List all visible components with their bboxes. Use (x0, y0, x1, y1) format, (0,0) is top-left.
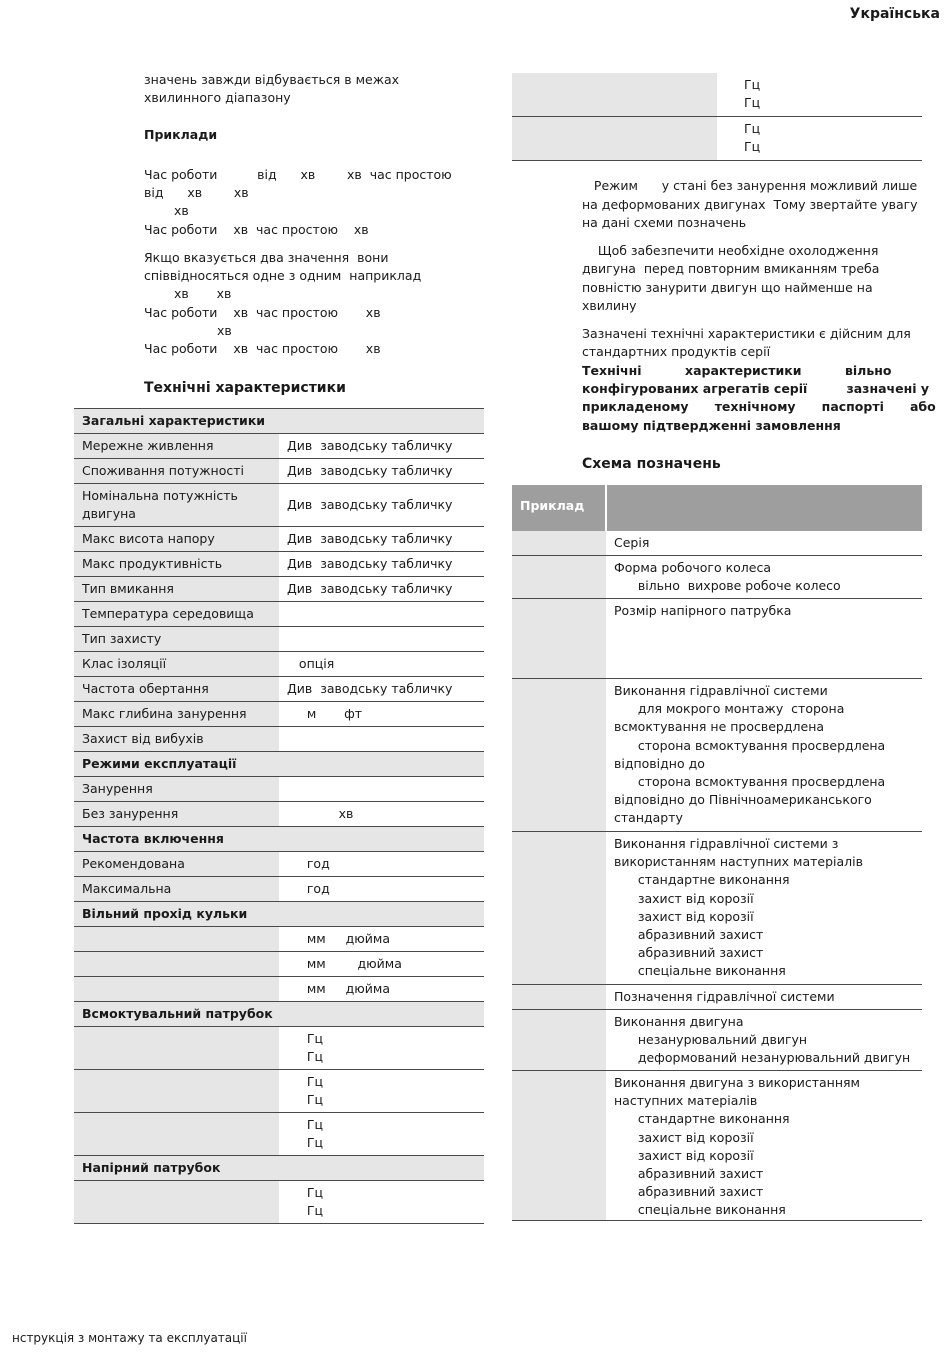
schema-header-label: Приклад (520, 498, 585, 513)
right-line: хвилину (582, 298, 637, 313)
spec-row (74, 852, 484, 877)
spec-value: опція (287, 656, 335, 671)
right-line: прикладеному технічному паспорті або (582, 399, 936, 414)
schema-row-line: вільно вихрове робоче колесо (614, 578, 841, 594)
schema-row-line: Виконання гідравлічної системи (614, 683, 828, 698)
schema-row-line: абразивний захист (614, 927, 764, 943)
spec-section-row (74, 827, 484, 852)
spec-row (74, 977, 484, 1002)
schema-table (512, 485, 922, 1221)
spec-label: Споживання потужності (82, 463, 245, 478)
spec-value: мм дюйма (287, 956, 402, 971)
frequency-value: Гц Гц (744, 121, 761, 154)
right-line: Режим у стані без занурення можливий лише (582, 178, 918, 193)
schema-row (512, 832, 922, 985)
right-line: на дані схеми позначень (582, 215, 747, 230)
left-line: Приклади (144, 127, 218, 142)
schema-row-line: відповідно до (614, 755, 705, 771)
spec-label: Захист від вибухів (82, 731, 204, 746)
schema-row-line: використанням наступних матеріалів (614, 854, 864, 870)
spec-row (74, 602, 484, 627)
spec-row (74, 1113, 484, 1156)
spec-row (74, 484, 484, 527)
spec-label: Макс продуктивність (82, 556, 223, 571)
schema-row-line: стандартне виконання (614, 872, 790, 888)
left-heading: Технічні характеристики (144, 380, 346, 396)
spec-value: мм дюйма (287, 931, 390, 946)
spec-value: Гц Гц (306, 1031, 323, 1064)
spec-row (74, 877, 484, 902)
spec-section-title: Частота включення (82, 831, 224, 846)
spec-label: Занурення (82, 781, 153, 796)
left-line: Час роботи від хв хв час простою (144, 167, 452, 182)
spec-row (74, 652, 484, 677)
spec-section-title: Напірний патрубок (82, 1160, 221, 1175)
schema-row-line: стандартне виконання (614, 1111, 790, 1127)
frequency-row (512, 117, 922, 161)
left-line: значень завжди відбувається в межах (144, 72, 400, 87)
schema-row (512, 1071, 922, 1221)
schema-row-line: спеціальне виконання (614, 963, 786, 979)
schema-row-line: Серія (614, 535, 650, 550)
schema-row-line: спеціальне виконання (614, 1202, 786, 1218)
schema-row-line: сторона всмоктування просвердлена (614, 774, 886, 790)
spec-label: Клас ізоляції (82, 656, 167, 671)
schema-row-line: абразивний захист (614, 945, 764, 961)
left-line: Час роботи хв час простою хв (144, 222, 369, 237)
spec-value: год (287, 881, 330, 896)
right-line: конфігурованих агрегатів серії зазначені у (582, 381, 929, 396)
left-line: співвідносяться одне з одним наприклад (144, 268, 422, 283)
spec-section-row (74, 1002, 484, 1027)
spec-value: хв (287, 806, 354, 821)
right-line: стандартних продуктів серії (582, 344, 771, 359)
schema-row-line: Виконання двигуна (614, 1014, 744, 1029)
spec-label: Температура середовища (82, 606, 254, 621)
schema-row-line: Розмір напірного патрубка (614, 603, 792, 618)
spec-table (74, 408, 484, 1224)
schema-row-line: для мокрого монтажу сторона (614, 701, 845, 717)
left-line: хв (217, 323, 232, 338)
spec-label: Максимальна (82, 881, 172, 896)
spec-row (74, 927, 484, 952)
schema-row-line: стандарту (614, 810, 683, 826)
spec-label: Частота обертання (82, 681, 209, 696)
spec-value: Див заводську табличку (287, 463, 453, 478)
left-line: від хв хв (144, 185, 249, 200)
spec-section-title: Всмоктувальний патрубок (82, 1006, 273, 1021)
spec-row (74, 702, 484, 727)
schema-row-line: відповідно до Північноамериканського (614, 792, 872, 808)
spec-section-title: Загальні характеристики (82, 413, 266, 428)
language-label: Українська (849, 6, 940, 22)
spec-value: Див заводську табличку (287, 531, 453, 546)
right-heading: Схема позначень (582, 456, 721, 472)
spec-value: Див заводську табличку (287, 556, 453, 571)
right-line: Технічні характеристики вільно (582, 363, 892, 378)
spec-label: Мережне живлення (82, 438, 214, 453)
spec-value: Див заводську табличку (287, 581, 453, 596)
spec-label: Номінальна потужність двигуна (82, 488, 238, 521)
left-line: Час роботи хв час простою хв (144, 341, 381, 356)
schema-row-line: захист від корозії (614, 1147, 754, 1163)
spec-row (74, 552, 484, 577)
right-line: на деформованих двигунах Тому звертайте увагу (582, 197, 918, 212)
left-line: хвилинного діапазону (144, 90, 291, 105)
spec-value: мм дюйма (287, 981, 390, 996)
schema-row-line: сторона всмоктування просвердлена (614, 737, 886, 753)
schema-row (512, 985, 922, 1010)
schema-row-line: абразивний захист (614, 1166, 764, 1182)
frequency-table (512, 73, 922, 161)
right-line: вашому підтвердженні замовлення (582, 418, 841, 433)
spec-row (74, 434, 484, 459)
spec-value: м фт (287, 706, 363, 721)
left-line: Якщо вказується два значення вони (144, 250, 389, 265)
spec-section-title: Вільний прохід кульки (82, 906, 248, 921)
spec-section-row (74, 902, 484, 927)
schema-row-line: наступних матеріалів (614, 1093, 758, 1109)
schema-row-line: незанурювальний двигун (614, 1032, 808, 1048)
spec-row (74, 577, 484, 602)
left-line: хв (174, 203, 189, 218)
spec-value: Гц Гц (306, 1074, 323, 1107)
frequency-value: Гц Гц (744, 77, 761, 110)
schema-table-header (512, 485, 922, 531)
spec-row (74, 677, 484, 702)
spec-label: Макс глибина занурення (82, 706, 247, 721)
schema-row-line: Виконання двигуна з використанням (614, 1075, 860, 1090)
schema-row (512, 1010, 922, 1071)
right-line: повністю занурити двигун що найменше на (582, 280, 873, 295)
spec-row (74, 627, 484, 652)
spec-row (74, 777, 484, 802)
spec-row (74, 459, 484, 484)
right-line: двигуна перед повторним вмиканням треба (582, 261, 880, 276)
schema-row-line: деформований незанурювальний двигун (614, 1050, 911, 1066)
schema-row-line: Позначення гідравлічної системи (614, 989, 835, 1004)
spec-label: Рекомендована (82, 856, 185, 871)
spec-section-row (74, 1156, 484, 1181)
spec-value: Див заводську табличку (287, 497, 453, 512)
schema-row-line: захист від корозії (614, 890, 754, 906)
spec-value: Гц Гц (306, 1185, 323, 1218)
spec-label: Макс висота напору (82, 531, 215, 546)
spec-row (74, 802, 484, 827)
footer-text: нструкція з монтажу та експлуатації (12, 1331, 247, 1345)
right-line: Зазначені технічні характеристики є дійсним для (582, 326, 911, 341)
schema-row-line: захист від корозії (614, 908, 754, 924)
frequency-row (512, 73, 922, 117)
schema-row-line: всмоктування не просвердлена (614, 719, 825, 735)
spec-section-title: Режими експлуатації (82, 756, 237, 771)
spec-value: Див заводську табличку (287, 438, 453, 453)
spec-label: Без занурення (82, 806, 179, 821)
right-line: Щоб забезпечити необхідне охолодження (582, 243, 879, 258)
spec-row (74, 1027, 484, 1070)
spec-section-row (74, 409, 484, 434)
schema-row (512, 531, 922, 556)
schema-row (512, 556, 922, 599)
spec-label: Тип вмикання (82, 581, 174, 596)
schema-row-line: Форма робочого колеса (614, 560, 771, 575)
left-line: Час роботи хв час простою хв (144, 305, 381, 320)
schema-row-line: Виконання гідравлічної системи з (614, 836, 839, 851)
spec-row (74, 1070, 484, 1113)
spec-section-row (74, 752, 484, 777)
spec-label: Тип захисту (82, 631, 162, 646)
spec-row (74, 952, 484, 977)
spec-row (74, 527, 484, 552)
schema-row-line: абразивний захист (614, 1184, 764, 1200)
spec-value: год (287, 856, 330, 871)
left-line: хв хв (174, 286, 232, 301)
schema-row (512, 679, 922, 832)
spec-row (74, 727, 484, 752)
schema-row (512, 599, 922, 679)
spec-row (74, 1181, 484, 1224)
spec-value: Гц Гц (306, 1117, 323, 1150)
spec-value: Див заводську табличку (287, 681, 453, 696)
schema-row-line: захист від корозії (614, 1129, 754, 1145)
